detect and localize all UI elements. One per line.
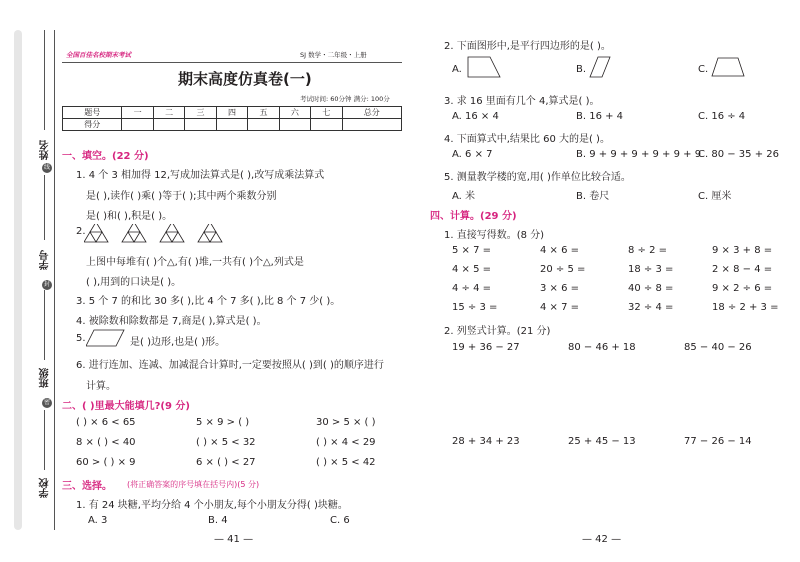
- score-cell[interactable]: [342, 119, 401, 131]
- choice-q2-option-a: A.: [452, 64, 462, 75]
- direct-calc-item: 5 × 7 =: [452, 245, 492, 256]
- fill-item: 5 × 9 > ( ): [196, 417, 250, 428]
- score-header-cell: 一: [122, 107, 153, 119]
- seal-secret-circle: 密: [43, 399, 50, 406]
- section-4-title: 四、计算。(29 分): [430, 211, 517, 222]
- score-cell[interactable]: [153, 119, 184, 131]
- q1-line-3: 是( )和( ),积是( )。: [86, 211, 173, 222]
- direct-calc-item: 32 ÷ 4 =: [628, 302, 674, 313]
- q6-line-2: 计算。: [86, 381, 116, 392]
- choice-q1-option-b: B. 4: [208, 515, 228, 526]
- section-2-title: 二、( )里最大能填几?(9 分): [62, 401, 191, 412]
- direct-calc-item: 18 ÷ 3 =: [628, 264, 674, 275]
- seal-seal-circle: 封: [43, 281, 50, 288]
- choice-q3-option-a: A. 16 × 4: [452, 111, 499, 122]
- vertical-calc-item: 85 − 40 − 26: [684, 342, 752, 353]
- direct-calc-item: 40 ÷ 8 =: [628, 283, 674, 294]
- score-row-label: 得分: [63, 119, 122, 131]
- direct-calc-item: 9 × 3 + 8 =: [712, 245, 773, 256]
- name-field[interactable]: [44, 30, 45, 130]
- direct-calc-item: 4 × 6 =: [540, 245, 580, 256]
- choice-q1: 1. 有 24 块糖,平均分给 4 个小朋友,每个小朋友分得( )块糖。: [76, 500, 348, 511]
- score-cell[interactable]: [122, 119, 153, 131]
- student-id-label: 学号: [40, 250, 51, 270]
- vertical-calc-item: 25 + 45 − 13: [568, 436, 636, 447]
- score-header-cell: 二: [153, 107, 184, 119]
- score-cell[interactable]: [279, 119, 310, 131]
- binding-bar: [14, 30, 22, 530]
- binding-line: [54, 30, 55, 530]
- q1-line-1: 1. 4 个 3 相加得 12,写成加法算式是( ),改写成乘法算式: [76, 170, 325, 181]
- score-cell[interactable]: [216, 119, 247, 131]
- name-label: 姓名: [40, 140, 51, 160]
- triangle-piles-figure: [84, 224, 244, 244]
- school-field[interactable]: [44, 410, 45, 470]
- direct-calc-item: 18 ÷ 2 + 3 =: [712, 302, 779, 313]
- subject-label: SJ 数学・二年级・上册: [300, 51, 367, 59]
- choice-q5-option-b: B. 卷尺: [576, 191, 610, 202]
- fill-item: ( ) × 6 < 65: [76, 417, 136, 428]
- score-header-cell: 四: [216, 107, 247, 119]
- fill-item: 6 × ( ) < 27: [196, 457, 256, 468]
- page-title: 期末高度仿真卷(一): [178, 70, 312, 88]
- q4-line: 4. 被除数和除数都是 7,商是( ),算式是( )。: [76, 316, 267, 327]
- choice-q3: 3. 求 16 里面有几个 4,算式是( )。: [444, 96, 600, 107]
- parallelogram-figure: [86, 329, 126, 347]
- choice-q3-option-c: C. 16 ÷ 4: [698, 111, 746, 122]
- calc-q2-title: 2. 列竖式计算。(21 分): [444, 326, 551, 337]
- triangle-pile-2: [122, 224, 146, 242]
- section-1-title: 一、填空。(22 分): [62, 151, 149, 162]
- direct-calc-item: 15 ÷ 3 =: [452, 302, 498, 313]
- class-label: 班级: [40, 368, 51, 388]
- direct-calc-item: 2 × 8 − 4 =: [712, 264, 773, 275]
- score-header-cell: 五: [248, 107, 279, 119]
- section-3-title: 三、选择。: [62, 481, 112, 492]
- vertical-calc-item: 19 + 36 − 27: [452, 342, 520, 353]
- score-cell[interactable]: [248, 119, 279, 131]
- choice-q2: 2. 下面图形中,是平行四边形的是( )。: [444, 41, 611, 52]
- choice-q1-option-a: A. 3: [88, 515, 108, 526]
- score-table: [62, 106, 402, 131]
- school-label: 学校: [40, 478, 51, 498]
- slogan: 全国百佳名校期末考试: [66, 51, 131, 59]
- isosceles-trapezoid-figure: [710, 56, 746, 78]
- class-field[interactable]: [44, 290, 45, 360]
- choice-q4-option-b: B. 9 + 9 + 9 + 9 + 9 + 9: [576, 149, 702, 160]
- direct-calc-item: 4 × 5 =: [452, 264, 492, 275]
- choice-q4: 4. 下面算式中,结果比 60 大的是( )。: [444, 134, 610, 145]
- score-cell[interactable]: [185, 119, 216, 131]
- seal-line-circle: 线: [43, 164, 50, 171]
- choice-q2-option-b: B.: [576, 64, 587, 75]
- vertical-calc-item: 77 − 26 − 14: [684, 436, 752, 447]
- score-table-header-row: [63, 107, 402, 119]
- choice-q4-option-a: A. 6 × 7: [452, 149, 493, 160]
- header-rule: [62, 62, 402, 63]
- choice-q5-option-c: C. 厘米: [698, 191, 732, 202]
- direct-calc-item: 8 ÷ 2 =: [628, 245, 668, 256]
- choice-q4-option-c: C. 80 − 35 + 26: [698, 149, 779, 160]
- score-header-cell: 六: [279, 107, 310, 119]
- score-header-cell: 题号: [63, 107, 122, 119]
- direct-calc-item: 3 × 6 =: [540, 283, 580, 294]
- score-cell[interactable]: [311, 119, 342, 131]
- direct-calc-item: 20 ÷ 5 =: [540, 264, 586, 275]
- fill-item: 30 > 5 × ( ): [316, 417, 376, 428]
- choice-q2-option-c: C.: [698, 64, 709, 75]
- q2-line-2: ( ),用到的口诀是( )。: [86, 277, 182, 288]
- binding-strip: [14, 0, 58, 562]
- student-id-field[interactable]: [44, 175, 45, 240]
- direct-calc-item: 9 × 2 ÷ 6 =: [712, 283, 773, 294]
- fill-item: ( ) × 5 < 42: [316, 457, 376, 468]
- triangle-pile-4: [198, 224, 222, 242]
- fill-item: 60 > ( ) × 9: [76, 457, 136, 468]
- parallelogram-option-figure: [588, 55, 612, 79]
- triangle-pile-1: [84, 224, 108, 242]
- trapezoid-figure: [466, 55, 502, 79]
- vertical-calc-item: 80 − 46 + 18: [568, 342, 636, 353]
- triangle-pile-3: [160, 224, 184, 242]
- q5-number: 5.: [76, 333, 86, 344]
- q2-line-1: 上图中每堆有( )个△,有( )堆,一共有( )个△,列式是: [86, 257, 304, 268]
- choice-q5: 5. 测量教学楼的宽,用( )作单位比较合适。: [444, 172, 631, 183]
- score-header-cell: 七: [311, 107, 342, 119]
- q5-text: 是( )边形,也是( )形。: [130, 337, 226, 348]
- choice-q5-option-a: A. 米: [452, 191, 476, 202]
- choice-q1-option-c: C. 6: [330, 515, 350, 526]
- page-number-right: — 42 —: [582, 534, 622, 545]
- score-header-cell: 三: [185, 107, 216, 119]
- q2-number: 2.: [76, 226, 86, 237]
- fill-item: ( ) × 4 < 29: [316, 437, 376, 448]
- section-3-note: (将正确答案的序号填在括号内)(5 分): [127, 480, 260, 489]
- q3-line: 3. 5 个 7 的和比 30 多( ),比 4 个 7 多( ),比 8 个 7 少( )。: [76, 296, 341, 307]
- fill-item: 8 × ( ) < 40: [76, 437, 136, 448]
- fill-item: ( ) × 5 < 32: [196, 437, 256, 448]
- choice-q3-option-b: B. 16 + 4: [576, 111, 624, 122]
- direct-calc-item: 4 ÷ 4 =: [452, 283, 492, 294]
- q1-line-2: 是( ),读作( )乘( )等于( );其中两个乘数分别: [86, 191, 277, 202]
- q6-line-1: 6. 进行连加、连减、加减混合计算时,一定要按照从( )到( )的顺序进行: [76, 360, 384, 371]
- calc-q1-title: 1. 直接写得数。(8 分): [444, 230, 545, 241]
- score-header-cell: 总分: [342, 107, 401, 119]
- page-number-left: — 41 —: [214, 534, 254, 545]
- direct-calc-item: 4 × 7 =: [540, 302, 580, 313]
- vertical-calc-item: 28 + 34 + 23: [452, 436, 520, 447]
- exam-info: 考试时间: 60分钟 满分: 100分: [300, 95, 390, 103]
- score-table-score-row: [63, 119, 402, 131]
